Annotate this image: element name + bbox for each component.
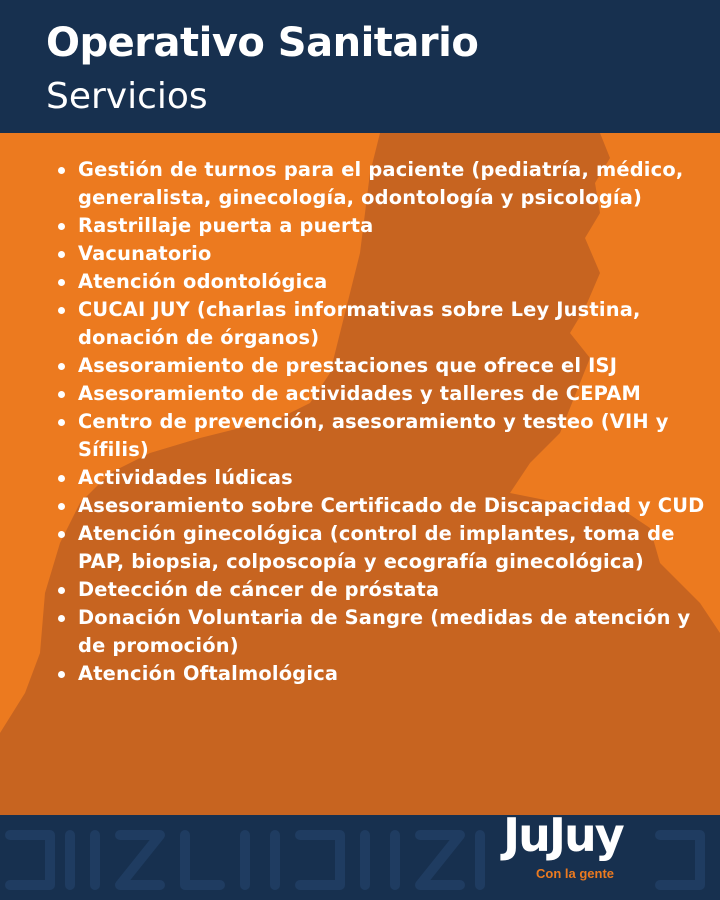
bullet-icon — [58, 475, 65, 482]
list-item-text: Detección de cáncer de próstata — [78, 578, 440, 601]
services-list — [58, 156, 718, 688]
list-item-text: Atención Oftalmológica — [78, 662, 339, 685]
bullet-icon — [58, 391, 65, 398]
jujuy-logo-wordmark: JuJuy — [503, 808, 623, 862]
list-item — [78, 212, 718, 240]
list-item-text: Asesoramiento sobre Certificado de Discapacidad y CUD — [78, 494, 705, 517]
bullet-icon — [58, 419, 65, 426]
list-item-text: Actividades lúdicas — [78, 466, 293, 489]
list-item — [78, 156, 718, 212]
page-title: Operativo Sanitario — [46, 20, 479, 66]
list-item — [78, 268, 718, 296]
bullet-icon — [58, 503, 65, 510]
list-item-text: CUCAI JUY (charlas informativas sobre Ley Justina, donación de órganos) — [78, 298, 641, 349]
list-item — [78, 520, 718, 576]
list-item — [78, 604, 718, 660]
bullet-icon — [58, 671, 65, 678]
list-item — [78, 576, 718, 604]
list-item-text: Centro de prevención, asesoramiento y testeo (VIH y Sífilis) — [78, 410, 669, 461]
bullet-icon — [58, 587, 65, 594]
list-item — [78, 352, 718, 380]
bullet-icon — [58, 251, 65, 258]
bullet-icon — [58, 531, 65, 538]
bullet-icon — [58, 167, 65, 174]
list-item-text: Atención odontológica — [78, 270, 328, 293]
list-item-text: Rastrillaje puerta a puerta — [78, 214, 374, 237]
list-item-text: Donación Voluntaria de Sangre (medidas de atención y de promoción) — [78, 606, 691, 657]
bullet-icon — [58, 363, 65, 370]
logo-tagline: Con la gente — [536, 866, 615, 881]
bullet-icon — [58, 307, 65, 314]
list-item-text: Vacunatorio — [78, 242, 212, 265]
list-item — [78, 492, 718, 520]
list-item — [78, 660, 718, 688]
page-subtitle: Servicios — [46, 76, 208, 117]
bullet-icon — [58, 223, 65, 230]
list-item — [78, 240, 718, 268]
list-item — [78, 408, 718, 464]
list-item-text: Atención ginecológica (control de implantes, toma de PAP, biopsia, colposcopía y ecografía ginecológica) — [78, 522, 675, 573]
list-item-text: Asesoramiento de actividades y talleres de CEPAM — [78, 382, 641, 405]
list-item-text: Gestión de turnos para el paciente (pediatría, médico, generalista, ginecología, odontología y psicología) — [78, 158, 684, 209]
list-item-text: Asesoramiento de prestaciones que ofrece el ISJ — [78, 354, 618, 377]
list-item — [78, 296, 718, 352]
bullet-icon — [58, 615, 65, 622]
list-item — [78, 380, 718, 408]
bullet-icon — [58, 279, 65, 286]
list-item — [78, 464, 718, 492]
